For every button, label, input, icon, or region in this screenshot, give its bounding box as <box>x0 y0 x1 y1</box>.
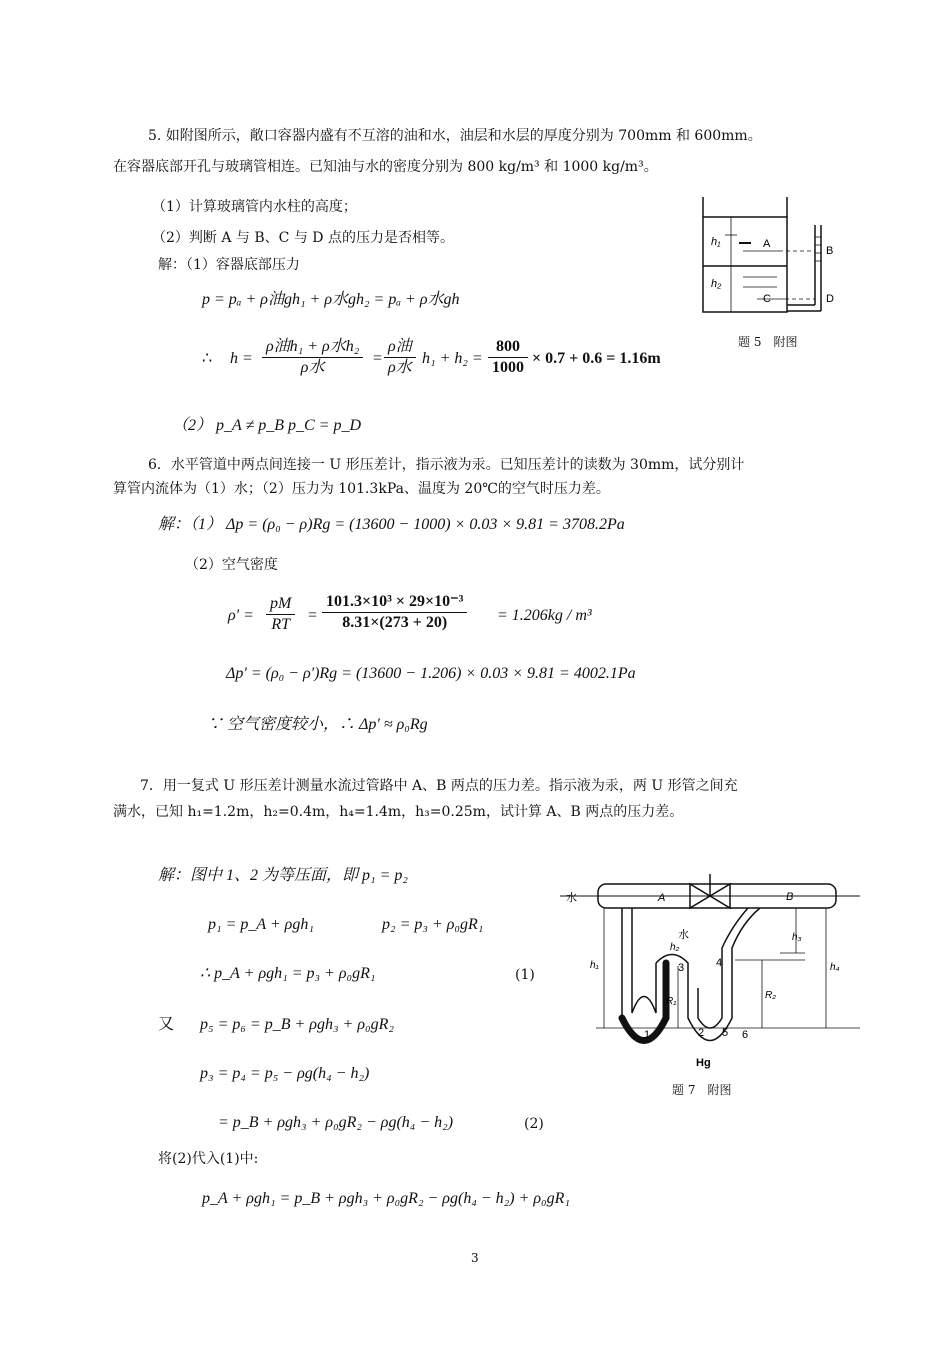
p6-conclusion: ∵ 空气密度较小，∴ Δp' ≈ ρ₀Rg <box>207 716 428 733</box>
p7-fig-label-B: B <box>786 891 794 903</box>
p7-fig-label-Hg: Hg <box>696 1057 711 1069</box>
p7-eq-3: ∴ p_A + ρgh₁ = p₃ + ρ₀gR₁ <box>200 965 376 982</box>
p5-fraction-3 <box>488 337 528 378</box>
p5-equation-1: p = pₐ + ρ油gh₁ + ρ水gh₂ = pₐ + ρ水gh <box>202 291 460 308</box>
p5-solution-label: 解：（1）容器底部压力 <box>158 257 300 273</box>
p5-h-tail: × 0.7 + 0.6 = 1.16m <box>532 350 661 367</box>
p5-fraction-1 <box>262 337 363 378</box>
p7-fig-label-6: 6 <box>742 1029 749 1041</box>
p7-fig-label-h2: h₂ <box>670 942 680 953</box>
p7-fig-label-2: 2 <box>698 1027 705 1039</box>
p7-fig-label-h4: h₄ <box>830 962 840 973</box>
p5-fraction-2 <box>384 337 416 378</box>
p5-fraction-3-den: 1000 <box>492 359 524 376</box>
p5-text-line1: 5. 如附图所示，敞口容器内盛有不互溶的油和水，油层和水层的厚度分别为 700mm 和 600mm。 <box>148 128 762 144</box>
p6-fraction-b-num: 101.3×10³ × 29×10⁻³ <box>322 592 467 613</box>
p5-therefore: ∴ <box>202 350 213 367</box>
p5-h-lhs: h = <box>230 350 253 367</box>
p6-text-line2: 算管内流体为（1）水；（2）压力为 101.3kPa、温度为 20℃的空气时压力差。 <box>113 481 610 497</box>
p5-figure <box>695 195 845 320</box>
p6-rho-lhs: ρ' = <box>228 607 254 624</box>
p5-h-mid: h₁ + h₂ = <box>422 350 483 367</box>
p7-eq-5: p₃ = p₄ = p₅ − ρg(h₄ − h₂) <box>200 1065 370 1082</box>
p5-figure-caption: 题 5 附图 <box>738 335 798 349</box>
p5-fraction-2-num: ρ油 <box>384 337 416 358</box>
p5-part2: （2） p_A ≠ p_B p_C = p_D <box>172 417 362 434</box>
p7-eq-3-tag: (1) <box>515 967 535 983</box>
p5-fig-label-h2: h₂ <box>711 278 722 290</box>
p7-fig-label-h1: h₁ <box>590 960 599 971</box>
p7-eq-6-tag: (2) <box>524 1116 544 1132</box>
p7-solution: 解：图中 1、2 为等压面，即 p₁ = p₂ <box>158 867 408 884</box>
p7-eq-6: = p_B + ρgh₃ + ρ₀gR₂ − ρg(h₄ − h₂) <box>218 1114 454 1131</box>
p7-text-line1: 7．用一复式 U 形压差计测量水流过管路中 A、B 两点的压力差。指示液为汞，两 U 形管之间充 <box>140 778 738 794</box>
p7-fig-label-4: 4 <box>716 957 723 969</box>
p7-fig-label-5: 5 <box>722 1027 729 1039</box>
p5-question-2: （2）判断 A 与 B、C 与 D 点的压力是否相等。 <box>152 230 454 246</box>
p5-equals: = <box>373 350 383 367</box>
p7-you: 又 <box>158 1014 175 1033</box>
p6-fraction-b-den: 8.31×(273 + 20) <box>342 614 448 631</box>
p7-fig-label-water-2: 水 <box>678 929 689 941</box>
p5-fig-label-A: A <box>763 238 771 250</box>
p7-substitution: 将(2)代入(1)中: <box>158 1151 259 1167</box>
p7-eq-7: p_A + ρgh₁ = p_B + ρgh₃ + ρ₀gR₂ − ρg(h₄ − h₂) + ρ₀gR₁ <box>202 1190 570 1207</box>
p7-fig-label-R2: R₂ <box>765 990 777 1001</box>
p6-rho-tail: = 1.206kg / m³ <box>497 607 592 624</box>
page-number: 3 <box>471 1251 479 1265</box>
p6-solution-1: 解：（1） Δp = (ρ₀ − ρ)Rg = (13600 − 1000) × 0.03 × 9.81 = 3708.2Pa <box>158 516 625 533</box>
p7-fig-label-A: A <box>658 892 666 904</box>
p6-equals: = <box>308 607 318 624</box>
p5-question-1: （1）计算玻璃管内水柱的高度； <box>152 199 357 215</box>
p5-fraction-3-num: 800 <box>488 337 528 358</box>
p5-fraction-2-den: ρ水 <box>388 359 412 376</box>
p5-fraction-1-num: ρ油h₁ + ρ水h₂ <box>262 337 363 358</box>
p7-fig-label-R1: R₁ <box>666 996 677 1007</box>
p6-dp-air: Δp' = (ρ₀ − ρ')Rg = (13600 − 1.206) × 0.03 × 9.81 = 4002.1Pa <box>226 665 636 682</box>
p7-fig-label-water: 水 <box>566 892 577 904</box>
p6-sub-2: （2）空气密度 <box>185 557 278 573</box>
p7-fig-label-h3: h₃ <box>792 932 802 943</box>
p7-eq-p2: p₂ = p₃ + ρ₀gR₁ <box>382 916 484 933</box>
p6-fraction-b <box>322 592 467 633</box>
p7-text-line2: 满水，已知 h₁=1.2m，h₂=0.4m，h₄=1.4m，h₃=0.25m，试计算 A、B 两点的压力差。 <box>113 804 684 820</box>
p5-fig-label-C: C <box>763 293 771 305</box>
p5-text-line2: 在容器底部开孔与玻璃管相连。已知油与水的密度分别为 800 kg/m³ 和 1000 kg/m³。 <box>113 159 658 175</box>
p6-fraction-a <box>266 594 295 635</box>
p7-fig-label-1: 1 <box>644 1029 651 1041</box>
p7-eq-p1: p₁ = p_A + ρgh₁ <box>208 916 314 933</box>
p7-eq-4: p₅ = p₆ = p_B + ρgh₃ + ρ₀gR₂ <box>200 1016 394 1033</box>
p6-fraction-a-den: RT <box>271 616 290 633</box>
p6-fraction-a-num: pM <box>266 594 295 615</box>
p5-fraction-1-den: ρ水 <box>300 359 325 376</box>
p7-fig-label-3: 3 <box>678 962 685 974</box>
p5-fig-label-D: D <box>826 293 834 305</box>
p5-fig-label-B: B <box>826 245 834 257</box>
p7-figure <box>560 868 870 1078</box>
p7-figure-caption: 题 7 附图 <box>672 1083 732 1097</box>
p6-text-line1: 6．水平管道中两点间连接一 U 形压差计，指示液为汞。已知压差计的读数为 30mm，试分别计 <box>148 457 745 473</box>
p5-fig-label-h1: h₁ <box>711 236 721 248</box>
